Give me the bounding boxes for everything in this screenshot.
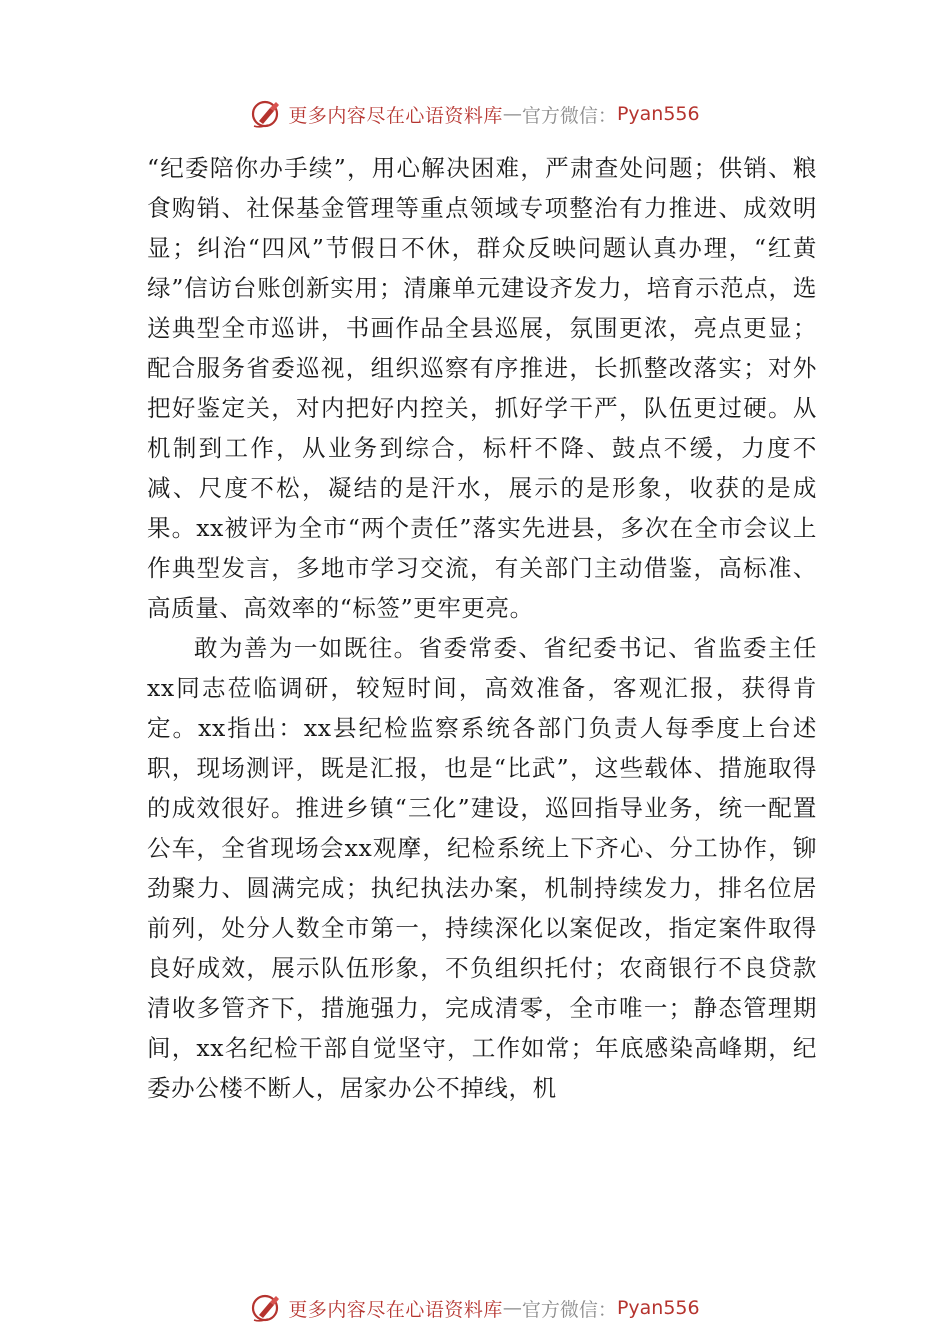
watermark-dash: — bbox=[502, 1297, 522, 1319]
paragraph: “纪委陪你办手续”，用心解决困难，严肃查处问题；供销、粮食购销、社保基金管理等重点领域专项整治有力推进、成效明显；纠治“四风”节假日不休，群众反映问题认真办理，“红黄绿”信访台账创新实用；清廉单元建设齐发力，培育示范点，选送典型全市巡讲，书画作品全县巡展，氛围更浓，亮点更显；配合服务省委巡视，组织巡察有序推进，长抓整改落实；对外把好鉴定关，对内把好内控关，抓好学干严，队伍更过硬。从机制到工作，从业务到综合，标杆不降、鼓点不缓，力度不减、尺度不松，凝结的是汗水，展示的是形象，收获的是成果。xx被评为全市“两个责任”落实先进县，多次在全市会议上作典型发言，多地市学习交流，有关部门主动借鉴，高标准、高质量、高效率的“标签”更牢更亮。 bbox=[147, 154, 817, 622]
paragraph: 敢为善为一如既往。省委常委、省纪委书记、省监委主任xx同志莅临调研，较短时间，高效准备，客观汇报，获得肯定。xx指出：xx县纪检监察系统各部门负责人每季度上台述职，现场测评，既是汇报，也是“比武”，这些载体、措施取得的成效很好。推进乡镇“三化”建设，巡回指导业务，统一配置公车，全省现场会xx观摩，纪检系统上下齐心、分工协作，铆劲聚力、圆满完成；执纪执法办案，机制持续发力，排名位居前列，处分人数全市第一，持续深化以案促改，指定案件取得良好成效，展示队伍形象，不负组织托付；农商银行不良贷款清收多管齐下，措施强力，完成清零，全市唯一；静态管理期间，xx名纪检干部自觉坚守，工作如常；年底感染高峰期，纪委办公楼不断人，居家办公不掉线，机 bbox=[147, 634, 817, 1102]
pen-logo-icon bbox=[250, 1291, 284, 1325]
watermark-brand: 更多内容尽在心语资料库 bbox=[288, 104, 503, 127]
watermark-brand: 更多内容尽在心语资料库 bbox=[288, 1298, 503, 1321]
watermark-label: 官方微信： bbox=[521, 1298, 617, 1321]
watermark-dash: — bbox=[502, 103, 522, 125]
footer-watermark bbox=[0, 1288, 950, 1328]
pen-logo-icon bbox=[250, 97, 284, 131]
watermark-wechat-id: Pyan556 bbox=[616, 1297, 700, 1319]
header-watermark bbox=[0, 94, 950, 134]
watermark-label: 官方微信： bbox=[521, 104, 617, 127]
watermark-wechat-id: Pyan556 bbox=[616, 103, 700, 125]
document-body bbox=[147, 148, 817, 1108]
